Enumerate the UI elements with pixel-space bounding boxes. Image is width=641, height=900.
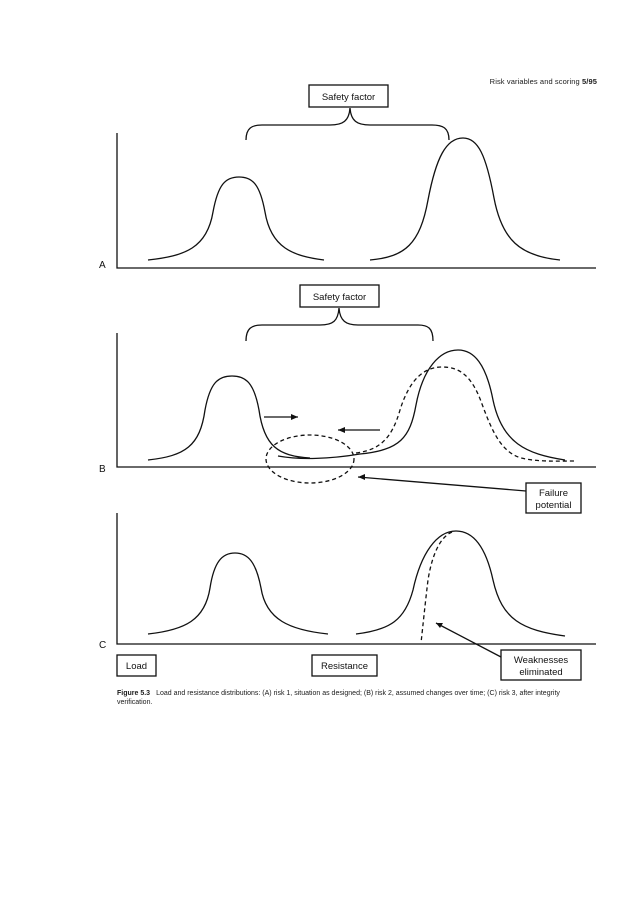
resistance-curve-c <box>356 531 565 636</box>
safety-factor-brace-a <box>246 108 449 140</box>
figure-caption <box>117 689 597 707</box>
weaknesses-eliminated-line-2: eliminated <box>519 667 563 678</box>
panel-label-b: B <box>99 464 106 475</box>
load-shift-arrow <box>264 414 298 420</box>
panel-label-c: C <box>99 640 107 651</box>
safety-factor-text-b: Safety factor <box>312 292 367 303</box>
panel-label-a: A <box>99 260 106 271</box>
failure-potential-line-1: Failure <box>538 488 569 499</box>
page-number: 5/95 <box>582 77 597 86</box>
load-curve-b <box>148 376 310 460</box>
resistance-curve-a <box>370 138 560 260</box>
failure-potential-line-2: potential <box>535 500 572 511</box>
panel-c <box>99 513 596 680</box>
caption-text: Load and resistance distributions: (A) risk 1, situation as designed; (B) risk 2, assumed changes over time; (C) risk 3, after integrity verification. <box>117 690 560 706</box>
load-curve-c <box>148 553 328 634</box>
failure-potential-arrow <box>358 474 526 491</box>
running-title: Risk variables and scoring <box>489 77 580 86</box>
load-label: Load <box>125 661 148 672</box>
figure-number: Figure 5.3 <box>117 690 151 697</box>
panel-a <box>99 85 596 271</box>
panel-b <box>99 285 596 513</box>
panel-c-axes <box>117 513 596 644</box>
truncated-resistance-curve-c <box>421 532 452 643</box>
load-curve-a <box>148 177 324 260</box>
resistance-label: Resistance <box>321 661 368 672</box>
weaknesses-eliminated-line-1: Weaknesses <box>513 655 569 666</box>
panel-a-axes <box>117 133 596 268</box>
weaknesses-eliminated-arrow <box>436 623 501 657</box>
safety-factor-text-a: Safety factor <box>321 92 376 103</box>
safety-factor-brace-b <box>246 308 433 341</box>
resistance-shift-arrow <box>338 427 380 433</box>
resistance-curve-b <box>278 350 565 460</box>
